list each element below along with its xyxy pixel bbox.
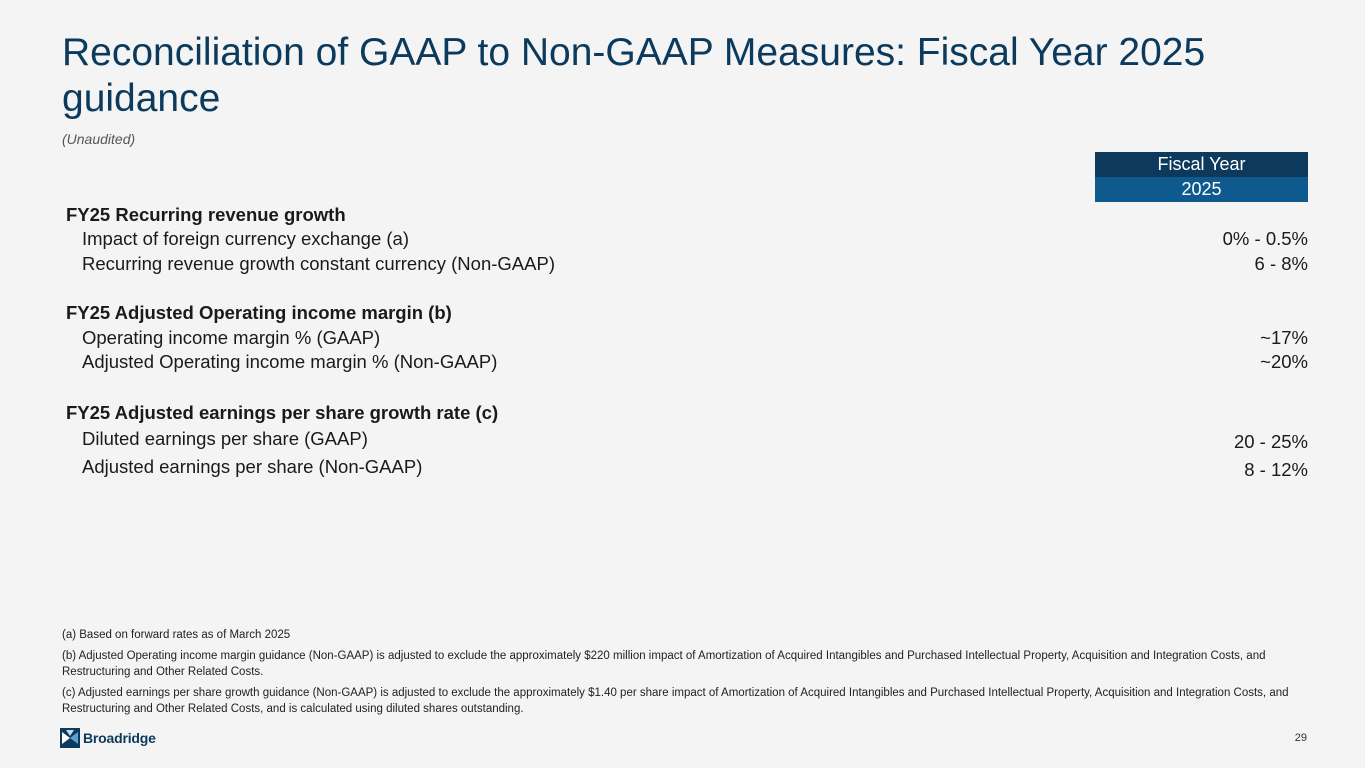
row-value: 20 - 25% xyxy=(1233,431,1308,452)
table-row xyxy=(66,350,1308,374)
table-row xyxy=(66,227,1308,251)
footnote-c: (c) Adjusted earnings per share growth guidance (Non-GAAP) is adjusted to exclude the approximately $1.40 per share impact of Amortization of Acquired Intangibles and Purchased Intellectual Property, Acquisition and Integration Costs, and Restructuring and Other Related Costs, and is calculated using diluted shares outstanding. xyxy=(62,687,1289,715)
row-label: Impact of foreign currency exchange (a) xyxy=(82,228,409,249)
section-heading-label: FY25 Recurring revenue growth xyxy=(66,204,346,225)
row-label: Adjusted earnings per share (Non-GAAP) xyxy=(82,456,423,477)
row-value: 8 - 12% xyxy=(1244,459,1308,480)
table-row xyxy=(66,252,1308,276)
footnote-a: (a) Based on forward rates as of March 2025 xyxy=(62,629,291,641)
logo-wordmark: Broadridge xyxy=(83,730,156,746)
slide-title: Reconciliation of GAAP to Non-GAAP Measures: Fiscal Year 2025 guidance xyxy=(62,31,1206,120)
table-row xyxy=(66,427,1308,451)
section-heading-label: FY25 Adjusted Operating income margin (b) xyxy=(66,302,452,323)
column-header-fiscal-year: Fiscal Year xyxy=(1095,152,1308,177)
row-value: ~17% xyxy=(1260,327,1308,348)
unaudited-note: (Unaudited) xyxy=(62,131,136,147)
row-value: ~20% xyxy=(1260,351,1308,372)
row-value: 6 - 8% xyxy=(1254,253,1308,274)
column-header-year: 2025 xyxy=(1095,177,1308,202)
table-row xyxy=(66,326,1308,350)
table-row xyxy=(66,455,1308,479)
row-label: Diluted earnings per share (GAAP) xyxy=(82,428,368,449)
broadridge-logo-icon xyxy=(60,728,80,748)
section-heading xyxy=(66,401,1308,425)
section-heading-label: FY25 Adjusted earnings per share growth rate (c) xyxy=(66,402,499,423)
row-value: 0% - 0.5% xyxy=(1222,228,1308,249)
footnote-b: (b) Adjusted Operating income margin guidance (Non-GAAP) is adjusted to exclude the approximately $220 million impact of Amortization of Acquired Intangibles and Purchased Intellectual Property, Acquisition and Integration Costs, and Restructuring and Other Related Costs. xyxy=(62,650,1266,678)
row-label: Adjusted Operating income margin % (Non-GAAP) xyxy=(82,351,498,372)
broadridge-logo xyxy=(60,728,156,748)
section-heading xyxy=(66,203,1308,227)
row-label: Recurring revenue growth constant currency (Non-GAAP) xyxy=(82,253,555,274)
row-label: Operating income margin % (GAAP) xyxy=(82,327,381,348)
page-number: 29 xyxy=(1294,732,1307,744)
section-heading xyxy=(66,301,1308,325)
